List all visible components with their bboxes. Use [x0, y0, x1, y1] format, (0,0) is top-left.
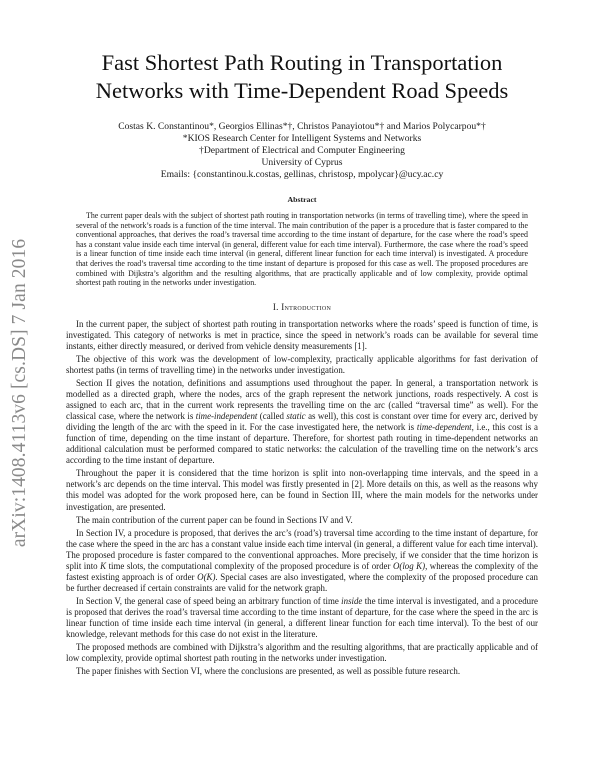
paragraph-1: In the current paper, the subject of shortest path routing in transportation networks where the roads’ speed is function of time, is investigated. This category of networks is met in practice, since the speed in network’s roads can be available for several time instants, either directly measured, or derived from vehicle density measurements [1]. — [66, 318, 538, 351]
math-o-k: O(K) — [197, 571, 216, 582]
p3-text-b: (called — [257, 411, 287, 422]
affiliation-1: *KIOS Research Center for Intelligent Systems and Networks — [182, 133, 422, 144]
arxiv-stamp — [8, 208, 32, 578]
p6-text-c: , whereas the complexity of the fastest existing approach is of order — [66, 560, 538, 582]
paragraph-6 — [66, 528, 538, 594]
term-inside: inside — [341, 595, 363, 606]
p3-text-a: Section II gives the notation, definitions and assumptions used throughout the paper. In general, a transportation network is modelled as a directed graph, where the nodes, arcs of the graph represent the network junctions, roads respectively. A cost is assigned to each arc, that in the current work represents the travelling time on the arc (called “traversal time” as well). For the classical case, where the network is — [66, 377, 538, 422]
p3-text-c: as well), this cost is constant over time for every arc, derived by dividing the length of the arc with the speed in it. For the case investigated here, the network is — [66, 411, 538, 433]
author-block — [66, 121, 538, 181]
paragraph-7 — [66, 596, 538, 640]
affiliation-2: †Department of Electrical and Computer Engineering — [199, 145, 405, 156]
author-names: Costas K. Constantinou*, Georgios Ellinas*†, Christos Panayiotou*† and Marios Polycarpou*† — [118, 121, 486, 132]
p7-text-b: the time interval is investigated, and a procedure is proposed that derives the road’s traversal time according to the time instant of departure, for the case where the speed in the arc is linear function of time inside each time interval (in general, a different linear function for each time interval). To the best of our knowledge, relevant methods for this case do not exist in the literature. — [66, 595, 538, 640]
section-name: Introduction — [281, 301, 332, 312]
paragraph-3 — [66, 378, 538, 466]
section-number: I. — [272, 301, 279, 312]
paper-title — [66, 49, 538, 105]
math-o-log-k: O(log K) — [392, 560, 426, 571]
p3-text-d: , i.e., this cost is a function of time, depending on the time instant of departure. Therefore, for shortest path routing in time-dependent networks an additional calculation must be performed compared to static networks: the calculation of the travelling time on the network’s arcs according to the time instant of departure. — [66, 422, 538, 466]
p6-text-a: In Section IV, a procedure is proposed, that derives the arc’s (road’s) traversal time according to the time instant of departure, for the case where the speed in the arc has a constant value inside each time interval (in general, a different value for each time interval). The proposed procedure is faster compared to the conventional approaches. More precisely, if we consider that the time horizon is split into — [66, 527, 538, 571]
term-static: static — [286, 411, 306, 422]
paragraph-2: The objective of this work was the development of low-complexity, practically applicable algorithms for fast derivation of shortest paths (in terms of travelling time) in the networks under investigation. — [66, 353, 538, 375]
paper-page — [66, 0, 538, 677]
p6-text-b: time slots, the computational complexity of the proposed procedure is of order — [106, 560, 393, 571]
paragraph-8: The proposed methods are combined with Dijkstra’s algorithm and the resulting algorithms, that are practically applicable and of low complexity, provide optimal shortest path routing in the networks under investigation. — [66, 642, 538, 664]
arxiv-stamp-text: arXiv:1408.4113v6 [cs.DS] 7 Jan 2016 — [9, 238, 30, 548]
affiliation-3: University of Cyprus — [261, 157, 343, 168]
term-time-dependent: time-dependent — [416, 422, 472, 433]
paragraph-9: The paper finishes with Section VI, where the conclusions are presented, as well as possible future research. — [76, 666, 461, 677]
title-line-1: Fast Shortest Path Routing in Transportation — [101, 50, 503, 75]
paragraph-5: The main contribution of the current paper can be found in Sections IV and V. — [76, 514, 353, 525]
author-emails: Emails: {constantinou.k.costas, gellinas, christosp, mpolycar}@ucy.ac.cy — [160, 169, 444, 180]
paragraph-4: Throughout the paper it is considered that the time horizon is split into non-overlapping time intervals, and the speed in a network’s arc depends on the time interval. This model was firstly presented in [2]. More details on this, as well as the reasons why this model was adopted for the work proposed here, can be found in Section III, where the main models for the networks under investigation, are presented. — [66, 468, 538, 512]
p7-text-a: In Section V, the general case of speed being an arbitrary function of time — [76, 595, 342, 606]
term-time-independent: time-independent — [195, 411, 258, 422]
abstract-heading: Abstract — [287, 195, 317, 204]
p6-text-d: . Special cases are also investigated, where the complexity of the proposed procedure can be further decreased if certain constraints are valid for the network graph. — [66, 571, 538, 593]
abstract-text: The current paper deals with the subject of shortest path routing in transportation networks (in terms of travelling time), where the speed in several of the network’s roads is a function of the time interval. The main contribution of the paper is a procedure that is faster compared to the conventional approaches, that derives the road’s traversal time according to the time instant of departure, for the case where the road’s speed has a constant value inside each time interval (in general, different value for each time interval). Furthermore, the case where the road’s speed is a linear function of time inside each time interval (in general, different linear function for each time interval) is investigated. A procedure that derives the road’s traversal time according to the time instant of departure is proposed for this case as well. The proposed procedures are combined with Dijkstra’s algorithm and the resulting algorithms, that are practically applicable and of low complexity, provide optimal shortest path routing in the networks under investigation. — [76, 211, 528, 288]
section-heading — [66, 302, 538, 312]
math-k: K — [100, 560, 107, 571]
body-text — [66, 319, 538, 677]
title-line-2: Networks with Time-Dependent Road Speeds — [95, 78, 509, 103]
